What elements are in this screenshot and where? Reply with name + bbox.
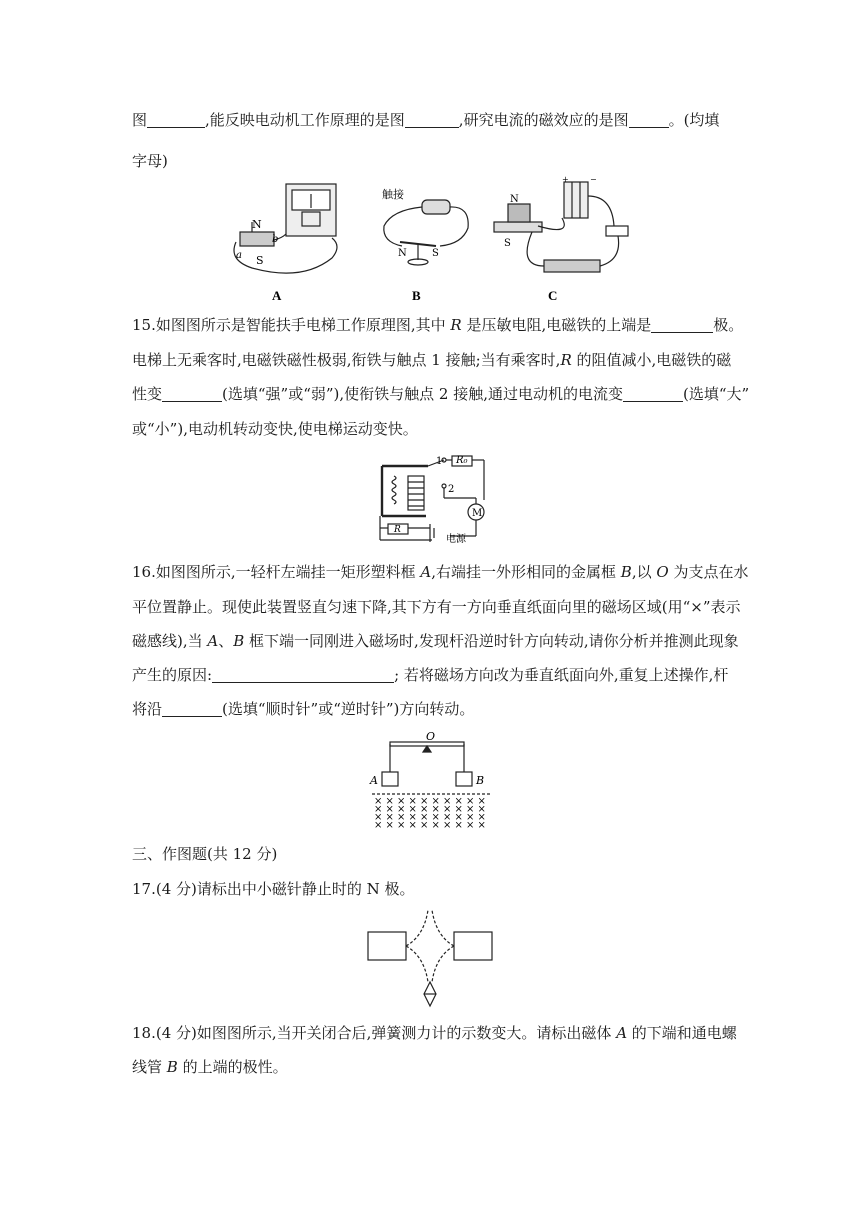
motor-label: M — [472, 508, 483, 519]
frame-a-label: A — [370, 774, 378, 787]
q16-line-3 — [132, 631, 739, 651]
answer-blank[interactable] — [651, 316, 713, 333]
text: 18.(4 分)如图图所示,当开关闭合后,弹簧测力计的示数变大。请标出磁体 — [132, 1024, 617, 1042]
figure-q14 — [222, 176, 662, 306]
field-cross: × — [466, 796, 475, 807]
field-cross: × — [431, 804, 440, 815]
r0-label: R₀ — [456, 455, 468, 466]
figure-q17 — [366, 906, 496, 1010]
section-3-title — [132, 844, 277, 864]
text: 图 — [132, 111, 148, 129]
field-cross: × — [466, 812, 475, 823]
field-cross: × — [420, 812, 429, 823]
text: 的阻值减小,电磁铁的磁 — [571, 351, 732, 369]
wire-a: a — [236, 250, 242, 261]
text: 平位置静止。现使此装置竖直匀速下降,其下方有一方向垂直纸面向里的磁场区域(用“×”表示 — [132, 598, 741, 616]
q16-line-1 — [132, 562, 748, 582]
field-cross: × — [420, 804, 429, 815]
q15-line-4 — [132, 419, 418, 439]
pivot-o: O — [426, 730, 436, 743]
magnetic-field-crosses — [374, 796, 486, 831]
var-b: B — [233, 632, 245, 650]
var-r: R — [560, 351, 572, 369]
text: 16.如图图所示,一轻杆左端挂一矩形塑料框 — [132, 563, 421, 581]
answer-blank[interactable] — [212, 666, 394, 683]
text: 字母) — [132, 152, 168, 170]
field-cross: × — [443, 804, 452, 815]
text: (选填“大” — [683, 385, 750, 403]
fig-a — [234, 184, 337, 273]
var-a: A — [207, 632, 219, 650]
field-cross: × — [466, 804, 475, 815]
field-cross: × — [385, 820, 394, 831]
field-cross: × — [477, 804, 486, 815]
field-cross: × — [477, 820, 486, 831]
touch-label: 触接 — [382, 188, 404, 201]
field-cross: × — [397, 804, 406, 815]
field-cross: × — [454, 820, 463, 831]
text: 线管 — [132, 1058, 167, 1076]
text: ,研究电流的磁效应的是图 — [458, 111, 629, 129]
var-b: B — [620, 563, 632, 581]
answer-blank[interactable] — [162, 385, 222, 402]
field-cross: × — [431, 796, 440, 807]
text: 产生的原因: — [132, 666, 213, 684]
answer-blank[interactable] — [405, 111, 459, 128]
text: 的上端的极性。 — [177, 1058, 288, 1076]
var-o: O — [656, 563, 669, 581]
frame-b-label: B — [476, 774, 485, 787]
field-cross: × — [443, 812, 452, 823]
field-cross: × — [420, 820, 429, 831]
text: 是压敏电阻,电磁铁的上端是 — [461, 316, 652, 334]
field-cross: × — [385, 804, 394, 815]
text: 框下端一同刚进入磁场时,发现杆沿逆时针方向转动,请你分析并推测此现象 — [244, 632, 739, 650]
caption-a: A — [272, 288, 282, 303]
text: ,以 — [631, 563, 657, 581]
q15-line-3 — [132, 384, 749, 404]
answer-blank[interactable] — [623, 385, 683, 402]
field-cross: × — [466, 820, 475, 831]
field-cross: × — [374, 820, 383, 831]
answer-blank[interactable] — [147, 111, 205, 128]
q14-line-1 — [132, 110, 719, 130]
plus-c: + — [562, 176, 569, 184]
figure-q15 — [372, 452, 492, 544]
text: (选填“强”或“弱”),使衔铁与触点 2 接触,通过电动机的电流变 — [222, 385, 624, 403]
field-cross: × — [374, 812, 383, 823]
q16-line-4 — [132, 665, 728, 685]
q18-line-1 — [132, 1023, 737, 1043]
power-label: 电源 — [446, 534, 466, 544]
field-cross: × — [454, 796, 463, 807]
field-cross: × — [397, 812, 406, 823]
field-cross: × — [408, 804, 417, 815]
field-cross: × — [385, 812, 394, 823]
pole-n-b: N — [398, 248, 407, 259]
fig-b — [384, 200, 468, 265]
q16-line-5 — [132, 699, 474, 719]
text: 17.(4 分)请标出中小磁针静止时的 N 极。 — [132, 880, 415, 898]
q17-line — [132, 879, 415, 899]
pole-n-c: N — [510, 194, 519, 205]
field-cross: × — [477, 812, 486, 823]
field-cross: × — [374, 804, 383, 815]
text: ; 若将磁场方向改为垂直纸面向外,重复上述操作,杆 — [394, 666, 729, 684]
text: (选填“顺时针”或“逆时针”)方向转动。 — [222, 700, 475, 718]
pole-n: N — [252, 218, 262, 231]
text: 将沿 — [132, 700, 163, 718]
text: ,右端挂一外形相同的金属框 — [431, 563, 621, 581]
text: 极。 — [713, 316, 744, 334]
var-r: R — [450, 316, 462, 334]
text: 磁感线),当 — [132, 632, 208, 650]
field-cross: × — [385, 796, 394, 807]
wire-b: b — [272, 234, 279, 245]
q16-line-2 — [132, 597, 741, 617]
field-cross: × — [454, 812, 463, 823]
field-cross: × — [431, 820, 440, 831]
text: 为支点在水 — [668, 563, 749, 581]
caption-c: C — [548, 288, 558, 303]
text: 。(均填 — [668, 111, 720, 129]
field-cross: × — [454, 804, 463, 815]
text: ,能反映电动机工作原理的是图 — [205, 111, 405, 129]
q14-line-2 — [132, 151, 168, 171]
var-a: A — [616, 1024, 628, 1042]
var-a: A — [420, 563, 432, 581]
text: 的下端和通电螺 — [627, 1024, 737, 1042]
minus-c: − — [590, 176, 597, 184]
text: 性变 — [132, 385, 163, 403]
field-cross: × — [397, 796, 406, 807]
text: 或“小”),电动机转动变快,使电梯运动变快。 — [132, 420, 418, 438]
field-cross: × — [431, 812, 440, 823]
var-b: B — [166, 1058, 178, 1076]
q15-line-2 — [132, 350, 731, 370]
text: 三、作图题(共 12 分) — [132, 845, 278, 863]
field-cross: × — [477, 796, 486, 807]
caption-b: B — [412, 288, 421, 303]
field-cross: × — [420, 796, 429, 807]
field-cross: × — [443, 820, 452, 831]
pole-s: S — [256, 254, 264, 267]
field-cross: × — [408, 820, 417, 831]
field-cross: × — [408, 812, 417, 823]
pole-s-c: S — [504, 238, 511, 249]
answer-blank[interactable] — [629, 111, 669, 128]
contact-1: 1 — [436, 456, 443, 467]
field-cross: × — [408, 796, 417, 807]
field-cross: × — [443, 796, 452, 807]
q18-line-2 — [132, 1057, 288, 1077]
contact-2: 2 — [448, 484, 455, 495]
r-label: R — [394, 525, 401, 535]
text: 15.如图图所示是智能扶手电梯工作原理图,其中 — [132, 316, 451, 334]
field-cross: × — [397, 820, 406, 831]
figure-q16 — [368, 728, 498, 832]
answer-blank[interactable] — [162, 700, 222, 717]
text: 、 — [218, 632, 234, 650]
text: 电梯上无乘客时,电磁铁磁性极弱,衔铁与触点 1 接触;当有乘客时, — [132, 351, 561, 369]
q15-line-1 — [132, 315, 743, 335]
pole-s-b: S — [432, 248, 439, 259]
field-cross: × — [374, 796, 383, 807]
